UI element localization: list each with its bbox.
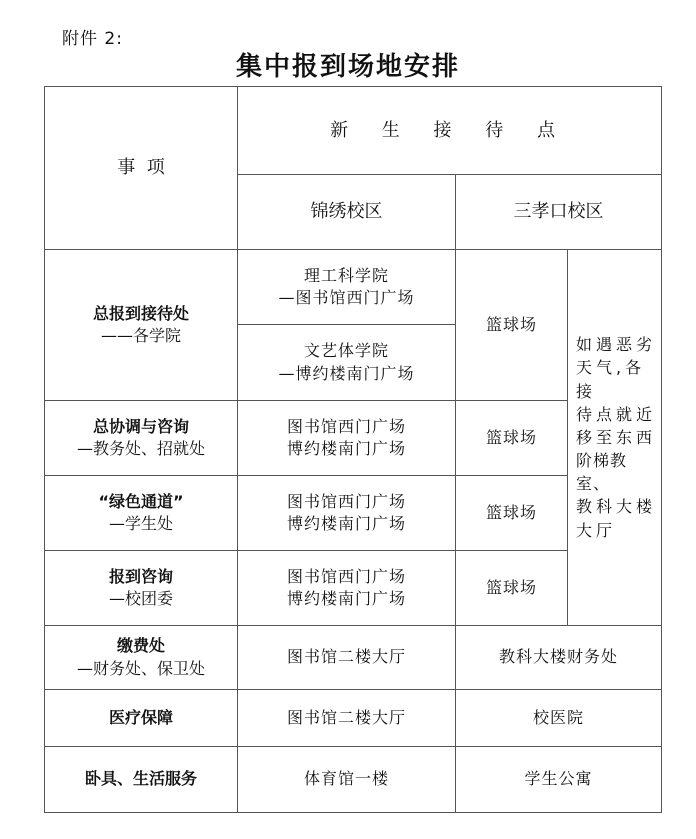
location-cell: 篮球场 bbox=[456, 401, 568, 476]
location-cell: 学生公寓 bbox=[456, 747, 662, 813]
location-line: 文艺体学院 bbox=[303, 341, 389, 361]
item-sub: —校团委 bbox=[108, 589, 173, 608]
location-line: 博约楼南门广场 bbox=[286, 589, 406, 608]
table-row bbox=[45, 747, 662, 813]
item-title: 总报到接待处 bbox=[92, 303, 189, 323]
location-line: 博约楼南门广场 bbox=[286, 439, 406, 458]
table-header-row bbox=[45, 87, 662, 175]
location-cell: 篮球场 bbox=[456, 551, 568, 626]
item-sub: —学生处 bbox=[108, 514, 173, 533]
location-line: —图书馆西门广场 bbox=[278, 288, 415, 307]
item-medical bbox=[45, 690, 238, 747]
attachment-label: 附件 2: bbox=[62, 29, 123, 49]
document-title: 集中报到场地安排 bbox=[235, 52, 460, 82]
item-title: 卧具、生活服务 bbox=[84, 769, 197, 789]
location-cell: 体育馆一楼 bbox=[238, 747, 456, 813]
location-cell bbox=[238, 325, 456, 401]
note-line: 移至东西 bbox=[576, 427, 657, 447]
location-cell bbox=[238, 401, 456, 476]
note-line: 阶梯教室、 bbox=[576, 451, 628, 494]
location-cell bbox=[238, 551, 456, 626]
location-line: 理工科学院 bbox=[303, 265, 389, 285]
item-title: 医疗保障 bbox=[108, 707, 173, 727]
location-line: —博约楼南门广场 bbox=[278, 363, 415, 383]
item-sub: —财务处、保卫处 bbox=[76, 658, 205, 678]
table-row bbox=[45, 626, 662, 690]
location-cell: 篮球场 bbox=[456, 476, 568, 551]
location-cell bbox=[238, 250, 456, 325]
location-cell: 图书馆二楼大厅 bbox=[238, 690, 456, 747]
item-coordination bbox=[45, 401, 238, 476]
location-cell: 图书馆二楼大厅 bbox=[238, 626, 456, 690]
header-item-cell bbox=[45, 87, 238, 250]
item-title: 报到咨询 bbox=[108, 566, 173, 586]
item-title: 总协调与咨询 bbox=[92, 416, 189, 436]
item-reception bbox=[45, 250, 238, 401]
location-line: 图书馆西门广场 bbox=[286, 566, 406, 586]
item-title: “绿色通道” bbox=[98, 491, 184, 511]
table-row bbox=[45, 250, 662, 325]
location-cell: 教科大楼财务处 bbox=[456, 626, 662, 690]
item-sub: —教务处、招就处 bbox=[76, 439, 205, 458]
location-cell: 篮球场 bbox=[456, 250, 568, 401]
item-payment bbox=[45, 626, 238, 690]
location-line: 博约楼南门广场 bbox=[286, 514, 406, 533]
table-row bbox=[45, 690, 662, 747]
header-item: 事 项 bbox=[117, 157, 165, 179]
campus-sanxiaokou: 三孝口校区 bbox=[456, 175, 662, 250]
item-green-channel bbox=[45, 476, 238, 551]
campus-jinxiu: 锦绣校区 bbox=[238, 175, 456, 250]
weather-note bbox=[568, 250, 662, 626]
item-sub: ——各学院 bbox=[100, 326, 181, 345]
location-line: 图书馆西门广场 bbox=[286, 416, 406, 436]
location-cell: 校医院 bbox=[456, 690, 662, 747]
item-bedding bbox=[45, 747, 238, 813]
note-line: 天气,各接 bbox=[576, 358, 646, 401]
location-cell bbox=[238, 476, 456, 551]
note-line: 大厅 bbox=[576, 520, 617, 540]
location-line: 图书馆西门广场 bbox=[286, 491, 406, 511]
note-line: 如遇恶劣 bbox=[576, 335, 657, 355]
item-title: 缴费处 bbox=[116, 636, 165, 656]
note-line: 教科大楼 bbox=[576, 497, 657, 517]
note-line: 待点就近 bbox=[576, 404, 657, 424]
arrangement-table bbox=[44, 86, 662, 813]
item-consult bbox=[45, 551, 238, 626]
header-group: 新 生 接 待 点 bbox=[238, 87, 662, 175]
